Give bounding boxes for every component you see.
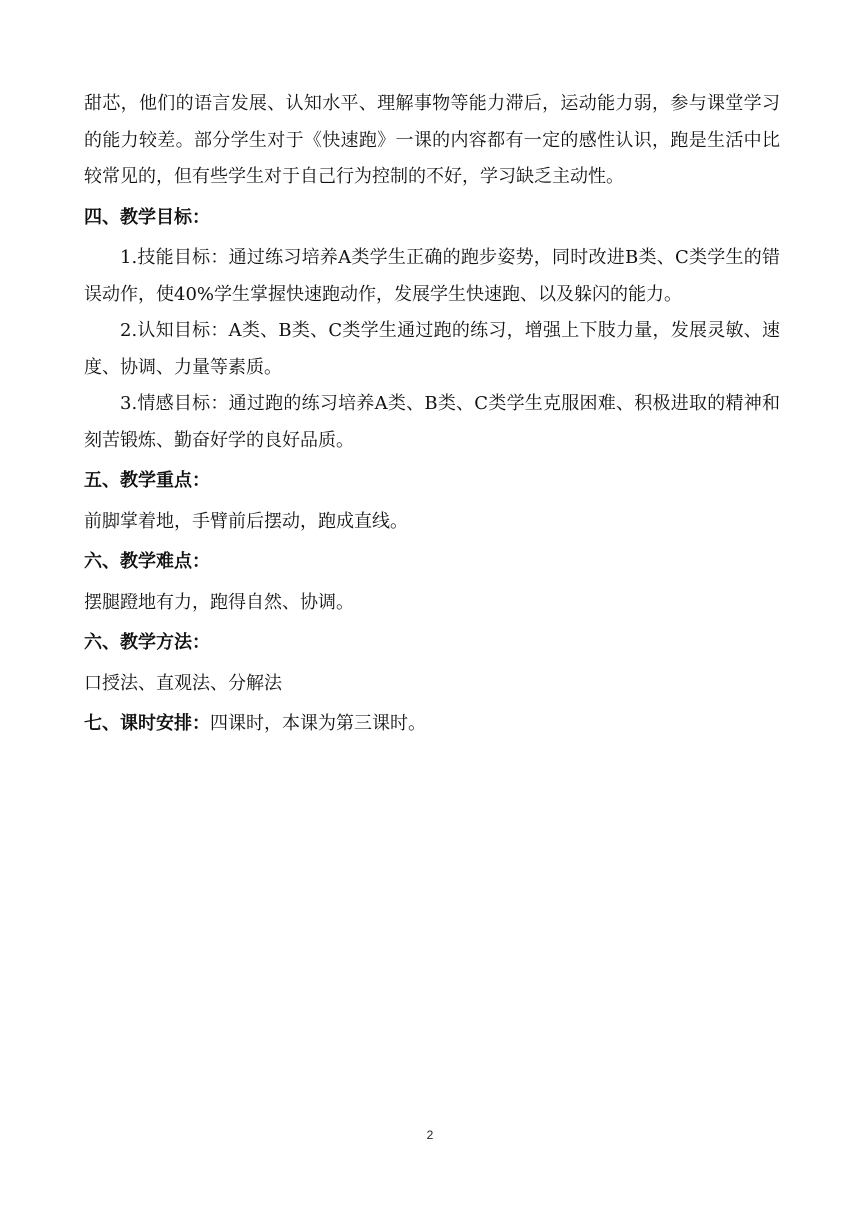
section-heading-methods: 六、教学方法：: [84, 632, 210, 653]
section-heading-key-points: 五、教学重点：: [84, 470, 210, 491]
document-page: [84, 86, 780, 747]
section-heading-schedule: 七、课时安排：: [84, 713, 210, 734]
schedule-text: 四课时，本课为第三课时。: [210, 713, 426, 734]
objective-emotional: 3.情感目标：通过跑的练习培养A类、B类、C类学生克服困难、积极进取的精神和刻苦锻炼、勤奋好学的良好品质。: [84, 393, 780, 451]
objective-cognitive: 2.认知目标：A类、B类、C类学生通过跑的练习，增强上下肢力量，发展灵敏、速度、协调、力量等素质。: [84, 320, 780, 378]
key-points-text: 前脚掌着地，手臂前后摆动，跑成直线。: [84, 510, 408, 532]
section-heading-objectives: 四、教学目标：: [84, 206, 210, 228]
difficulties-text: 摆腿蹬地有力，跑得自然、协调。: [84, 591, 354, 613]
methods-text: 口授法、直观法、分解法: [84, 672, 282, 694]
objective-skill: 1.技能目标：通过练习培养A类学生正确的跑步姿势，同时改进B类、C类学生的错误动作，使40%学生掌握快速跑动作，发展学生快速跑、以及躲闪的能力。: [84, 247, 780, 305]
intro-paragraph: 甜芯，他们的语言发展、认知水平、理解事物等能力滞后，运动能力弱，参与课堂学习的能力较差。部分学生对于《快速跑》一课的内容都有一定的感性认识，跑是生活中比较常见的，但有些学生对于自己行为控制的不好，学习缺乏主动性。: [84, 93, 780, 187]
page-number: 2: [426, 1128, 434, 1142]
section-heading-difficulties: 六、教学难点：: [84, 551, 210, 572]
section-schedule: [84, 706, 780, 743]
